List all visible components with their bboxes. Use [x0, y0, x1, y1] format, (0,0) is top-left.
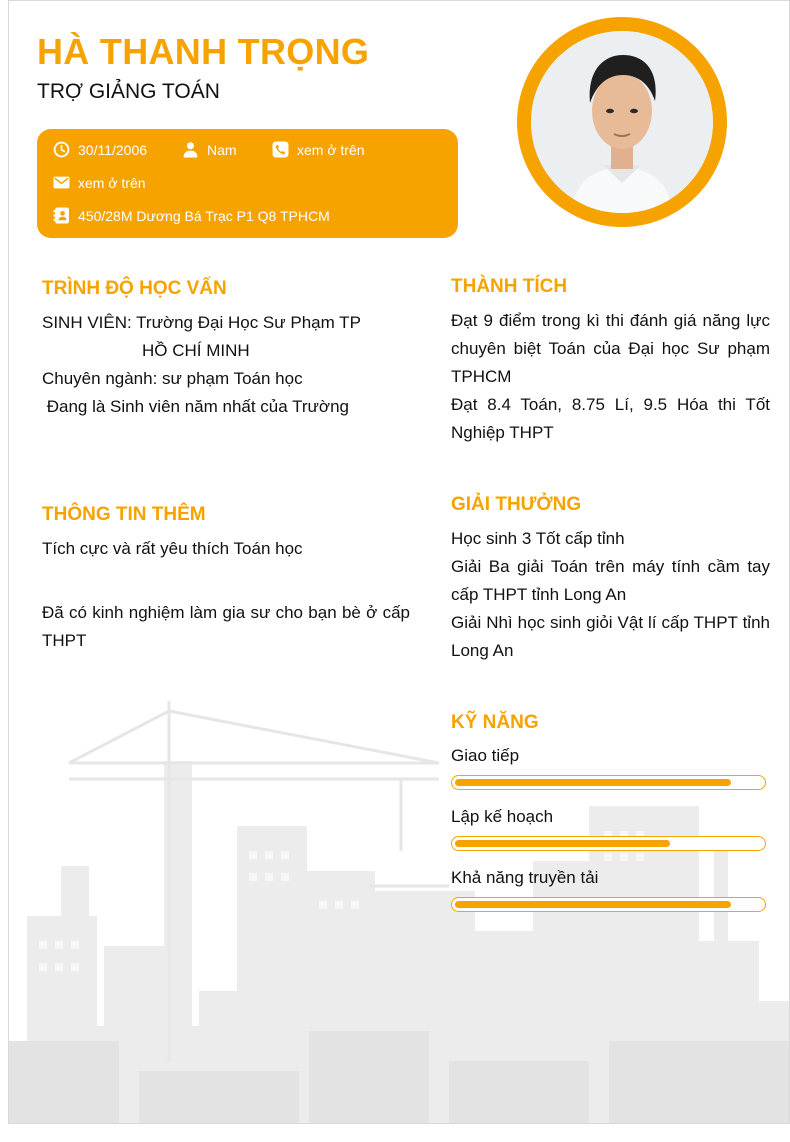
extra-info-line-1: Tích cực và rất yêu thích Toán học [42, 539, 303, 558]
skill-label-planning: Lập kế hoạch [451, 807, 554, 826]
award-item-3: Giải Nhì học sinh giỏi Vật lí cấp THPT tỉnh Long An [451, 613, 770, 660]
gender-text: Nam [207, 141, 237, 158]
skill-label-communication: Giao tiếp [451, 746, 520, 765]
email-text: xem ở trên [78, 174, 146, 191]
skill-bar-communication [451, 775, 766, 790]
achievement-item-1: Đạt 9 điểm trong kì thi đánh giá năng lực chuyên biệt Toán của Đại học Sư phạm TPHCM [451, 311, 770, 386]
award-item-1: Học sinh 3 Tốt cấp tỉnh [451, 529, 625, 548]
achievement-item-2: Đạt 8.4 Toán, 8.75 Lí, 9.5 Hóa thi Tốt Nghiệp THPT [451, 395, 770, 442]
phone-icon [272, 141, 289, 158]
address-item [53, 207, 330, 224]
avatar [531, 31, 713, 213]
education-line-1: SINH VIÊN: Trường Đại Học Sư Phạm TP [42, 313, 361, 332]
skills-title: KỸ NĂNG [451, 712, 539, 733]
portrait-photo [531, 31, 713, 213]
city-skyline-background [9, 701, 790, 1124]
avatar-frame [517, 17, 727, 227]
phone-item [272, 141, 365, 158]
skill-bar-delivery [451, 897, 766, 912]
gender-item [182, 141, 237, 158]
skill-bar-fill [455, 901, 731, 908]
achievements-title: THÀNH TÍCH [451, 276, 568, 297]
contact-box [37, 129, 458, 238]
birthdate-text: 30/11/2006 [78, 141, 148, 158]
resume-page [8, 0, 790, 1124]
skill-bar-fill [455, 779, 731, 786]
birthdate-item [53, 141, 147, 158]
candidate-name: HÀ THANH TRỌNG [37, 31, 370, 72]
email-item [53, 174, 146, 191]
extra-info-title: THÔNG TIN THÊM [42, 504, 206, 525]
education-line-4: Đang là Sinh viên năm nhất của Trường [42, 397, 349, 416]
phone-text: xem ở trên [297, 141, 365, 158]
address-book-icon [53, 207, 70, 224]
skill-bar-planning [451, 836, 766, 851]
education-line-3: Chuyên ngành: sư phạm Toán học [42, 369, 303, 388]
extra-info-line-2: Đã có kinh nghiệm làm gia sư cho bạn bè ở cấp THPT [42, 603, 410, 650]
skill-bar-fill [455, 840, 670, 847]
award-item-2: Giải Ba giải Toán trên máy tính cầm tay cấp THPT tỉnh Long An [451, 557, 770, 604]
user-icon [182, 141, 199, 158]
skill-label-delivery: Khả năng truyền tải [451, 868, 599, 887]
education-line-2: HỒ CHÍ MINH [142, 341, 250, 360]
candidate-role: TRỢ GIẢNG TOÁN [37, 80, 220, 103]
clock-icon [53, 141, 70, 158]
address-text: 450/28M Dương Bá Trạc P1 Q8 TPHCM [78, 207, 330, 224]
awards-title: GIẢI THƯỞNG [451, 494, 582, 515]
envelope-icon [53, 174, 70, 191]
education-title: TRÌNH ĐỘ HỌC VẤN [42, 278, 227, 299]
education-text [42, 309, 422, 421]
